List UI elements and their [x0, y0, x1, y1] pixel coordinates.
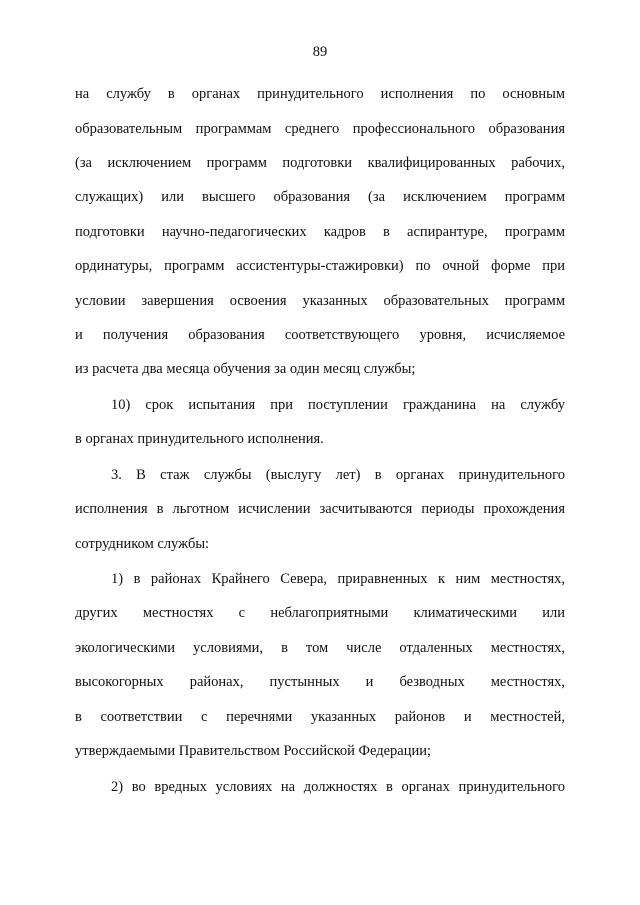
- text-line: экологическими условиями, в том числе отдаленных местностях,: [75, 640, 565, 656]
- text-line: на службу в органах принудительного исполнения по основным: [75, 86, 565, 102]
- text-line: 3. В стаж службы (выслугу лет) в органах принудительного: [111, 467, 565, 483]
- text-line: служащих) или высшего образования (за исключением программ: [75, 189, 565, 205]
- text-line: высокогорных районах, пустынных и безводных местностях,: [75, 674, 565, 690]
- text-line: из расчета два месяца обучения за один месяц службы;: [75, 361, 416, 377]
- text-line: в органах принудительного исполнения.: [75, 431, 324, 447]
- text-line: в соответствии с перечнями указанных районов и местностей,: [75, 709, 565, 725]
- text-line: исполнения в льготном исчислении засчитываются периоды прохождения: [75, 501, 565, 517]
- page-number: 89: [312, 44, 328, 60]
- text-line: других местностях с неблагоприятными климатическими или: [75, 605, 565, 621]
- text-line: образовательным программам среднего профессионального образования: [75, 121, 565, 137]
- text-line: 10) срок испытания при поступлении гражданина на службу: [111, 397, 565, 413]
- text-line: утверждаемыми Правительством Российской Федерации;: [75, 743, 432, 759]
- text-line: (за исключением программ подготовки квалифицированных рабочих,: [75, 155, 565, 171]
- text-line: 2) во вредных условиях на должностях в органах принудительного: [111, 779, 565, 795]
- text-line: подготовки научно-педагогических кадров в аспирантуре, программ: [75, 224, 565, 240]
- text-line: и получения образования соответствующего уровня, исчисляемое: [75, 327, 565, 343]
- text-line: ординатуры, программ ассистентуры-стажировки) по очной форме при: [75, 258, 565, 274]
- text-line: 1) в районах Крайнего Севера, приравненных к ним местностях,: [111, 571, 565, 587]
- text-line: условии завершения освоения указанных образовательных программ: [75, 293, 565, 309]
- text-line: сотрудником службы:: [75, 536, 210, 552]
